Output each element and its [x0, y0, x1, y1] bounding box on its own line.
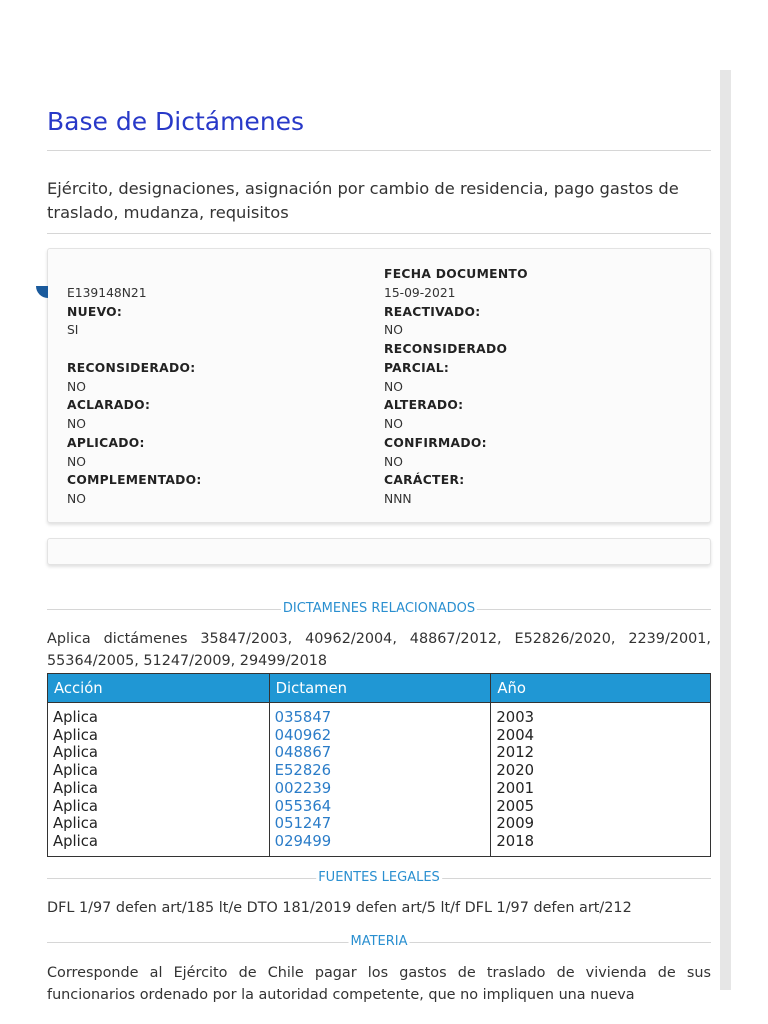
subject-divider	[47, 233, 711, 234]
bookmark-icon[interactable]	[36, 286, 48, 298]
column-header-anio: Año	[491, 674, 711, 703]
metadata-label: RECONSIDERADO:	[67, 360, 196, 375]
accion-value: Aplica	[53, 832, 98, 850]
accion-value: Aplica	[53, 797, 98, 815]
document-id: E139148N21	[67, 285, 147, 300]
metadata-value: NO	[67, 379, 86, 394]
accion-cell	[48, 703, 270, 857]
document-date: 15-09-2021	[384, 285, 456, 300]
page-title: Base de Dictámenes	[47, 107, 305, 136]
metadata-label: NUEVO:	[67, 304, 123, 319]
materia-heading-text: MATERIA	[350, 934, 408, 949]
related-heading-text: DICTAMENES RELACIONADOS	[282, 601, 476, 616]
related-dictamenes-table	[47, 673, 711, 857]
metadata-label: FECHA DOCUMENTO	[384, 267, 528, 281]
metadata-label	[67, 265, 202, 284]
metadata-value: SI	[67, 323, 79, 338]
materia-section-heading	[47, 935, 711, 949]
related-summary: Aplica dictámenes 35847/2003, 40962/2004, 48867/2012, E52826/2020, 2239/2001, 55364/2005, 51247/2009, 29499/2018	[47, 631, 711, 669]
metadata-value: NO	[384, 323, 403, 338]
metadata-value: NO	[67, 454, 86, 469]
metadata-value: NO	[384, 379, 403, 394]
metadata-value: NO	[384, 417, 403, 431]
column-header-dictamen: Dictamen	[269, 674, 491, 703]
dictamen-link[interactable]: 040962	[274, 726, 332, 744]
dictamen-link[interactable]: 035847	[274, 709, 332, 726]
metadata-value: NNN	[384, 492, 412, 506]
metadata-label: CONFIRMADO:	[384, 435, 487, 450]
document-metadata-card	[47, 248, 711, 523]
empty-panel	[47, 538, 711, 565]
metadata-label: PARCIAL:	[384, 360, 450, 375]
title-divider	[47, 150, 711, 151]
fuentes-heading-text: FUENTES LEGALES	[318, 870, 440, 885]
accion-value: Aplica	[53, 762, 98, 780]
metadata-label: APLICADO:	[67, 435, 145, 450]
column-header-accion: Acción	[48, 674, 270, 703]
metadata-label: RECONSIDERADO	[384, 342, 508, 356]
metadata-right-column	[384, 265, 528, 509]
anio-value: 2018	[496, 832, 535, 850]
dictamen-cell	[269, 703, 491, 857]
metadata-label: CARÁCTER:	[384, 473, 465, 488]
anio-value: 2020	[496, 762, 535, 780]
table-row	[48, 703, 711, 857]
accion-value: Aplica	[53, 779, 98, 797]
anio-value: 2009	[496, 815, 535, 833]
anio-cell	[491, 703, 711, 857]
metadata-value: NO	[384, 454, 403, 469]
related-section-heading	[47, 602, 711, 616]
dictamen-link[interactable]: 002239	[274, 779, 332, 797]
dictamen-link[interactable]: 048867	[274, 744, 332, 762]
table-header-row	[48, 674, 711, 703]
metadata-value: NO	[67, 417, 86, 431]
metadata-label: REACTIVADO:	[384, 304, 481, 319]
metadata-label: ACLARADO:	[67, 398, 151, 413]
dictamen-link[interactable]: E52826	[274, 762, 332, 780]
dictamen-link[interactable]: 055364	[274, 797, 332, 815]
page-scrollbar[interactable]	[720, 70, 731, 990]
metadata-label: COMPLEMENTADO:	[67, 473, 202, 488]
fuentes-legales-text: DFL 1/97 defen art/185 lt/e DTO 181/2019 defen art/5 lt/f DFL 1/97 defen art/212	[47, 900, 632, 916]
metadata-value: NO	[67, 492, 86, 506]
fuentes-section-heading	[47, 871, 711, 885]
materia-text: Corresponde al Ejército de Chile pagar los gastos de traslado de vivienda de sus funcionarios ordenado por la autoridad competente, que no impliquen una nueva	[47, 965, 711, 1003]
anio-value: 2003	[496, 709, 535, 726]
metadata-label: ALTERADO:	[384, 398, 464, 413]
accion-value: Aplica	[53, 726, 98, 744]
dictamen-link[interactable]: 029499	[274, 832, 332, 850]
anio-value: 2005	[496, 797, 535, 815]
anio-value: 2001	[496, 779, 535, 797]
anio-value: 2012	[496, 744, 535, 762]
anio-value: 2004	[496, 726, 535, 744]
accion-value: Aplica	[53, 709, 98, 726]
materia-text-viewport	[47, 962, 711, 1003]
metadata-left-column	[67, 265, 202, 509]
dictamen-link[interactable]: 051247	[274, 815, 332, 833]
accion-value: Aplica	[53, 744, 98, 762]
accion-value: Aplica	[53, 815, 98, 833]
document-subject: Ejército, designaciones, asignación por cambio de residencia, pago gastos de traslado, mudanza, requisitos	[47, 179, 679, 222]
